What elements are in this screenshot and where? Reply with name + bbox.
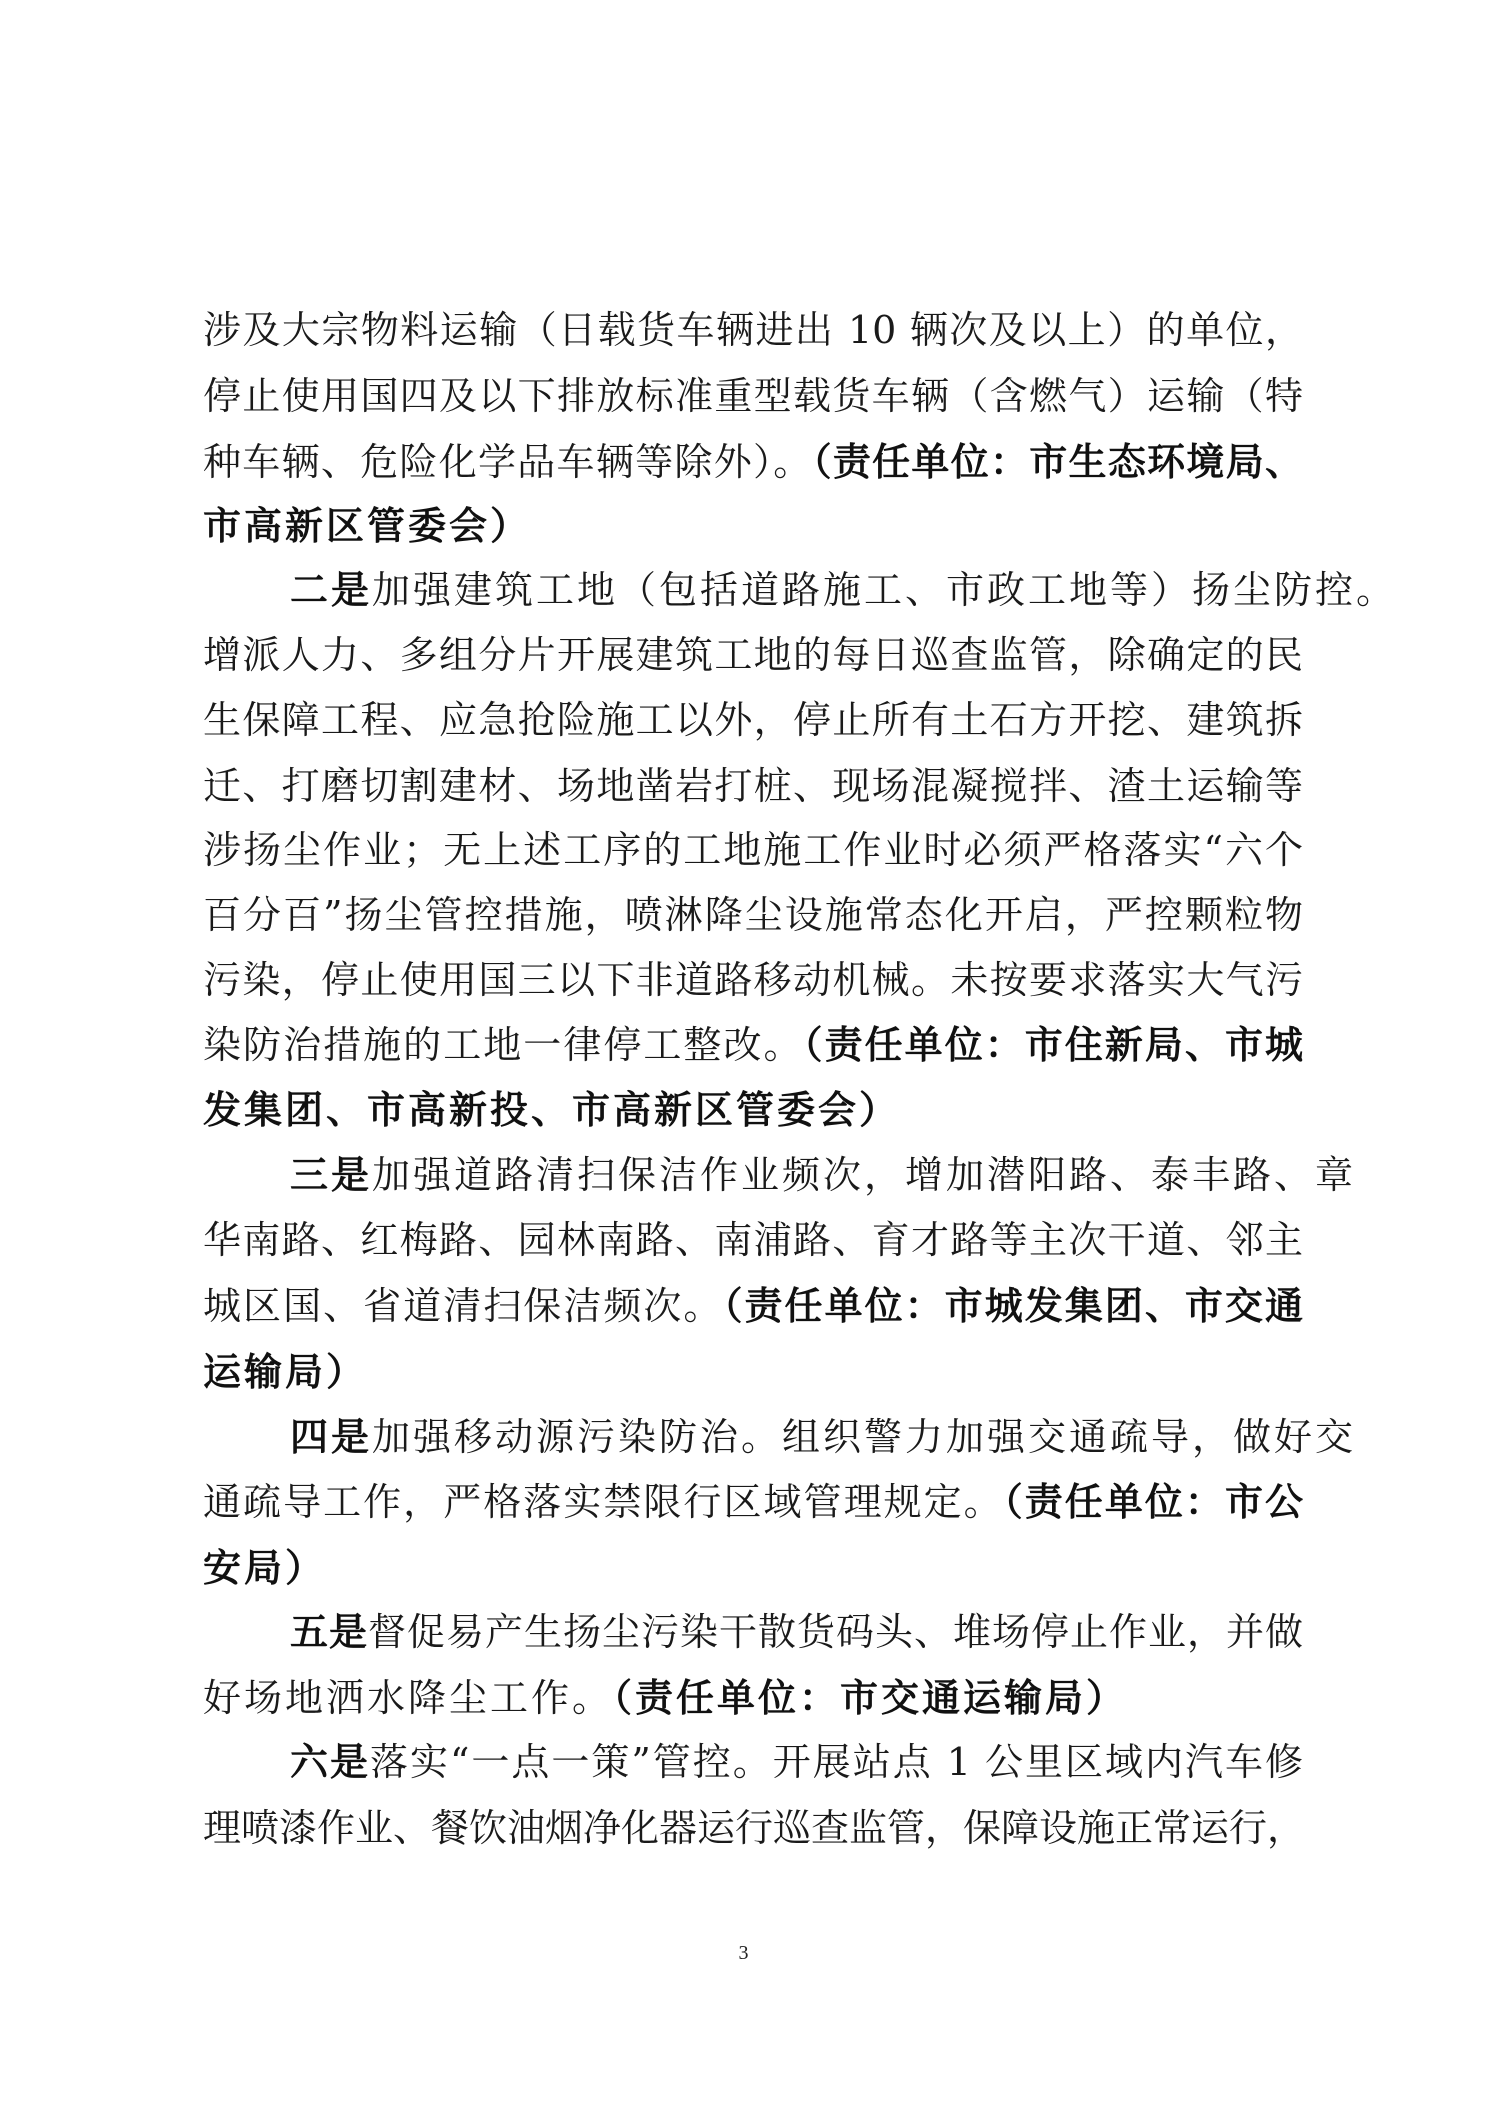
text-segment: 落实“一点一策”管控。开展站点 1 公里区域内汽车修 bbox=[369, 1740, 1303, 1784]
text-line bbox=[203, 1798, 1306, 1858]
bold-text-segment: 五是 bbox=[290, 1610, 368, 1654]
text-segment: 涉及大宗物料运输（日载货车辆进出 10 辆次及以上）的单位， bbox=[203, 308, 1303, 352]
text-line bbox=[203, 1342, 1303, 1402]
bold-text-segment: 发集团、市高新投、市高新区管委会） bbox=[203, 1088, 901, 1132]
text-segment: 加强道路清扫保洁作业频次，增加潜阳路、泰丰路、章 bbox=[372, 1153, 1357, 1197]
bold-text-segment: （责任单位：市公 bbox=[1003, 1480, 1303, 1524]
bold-text-segment: 运输局） bbox=[203, 1350, 368, 1394]
text-line bbox=[290, 1145, 1357, 1205]
text-line bbox=[203, 950, 1303, 1010]
text-segment: 增派人力、多组分片开展建筑工地的每日巡查监管，除确定的民 bbox=[203, 633, 1303, 677]
bold-text-segment: 二是 bbox=[290, 568, 373, 612]
page-number: 3 bbox=[738, 1942, 749, 1964]
text-line bbox=[203, 366, 1303, 426]
bold-text-segment: （责任单位：市生态环境局、 bbox=[812, 440, 1303, 484]
text-segment: 种车辆、危险化学品车辆等除外）。 bbox=[203, 440, 813, 484]
text-line bbox=[203, 1276, 1303, 1336]
text-segment: 理喷漆作业、餐饮油烟净化器运行巡查监管，保障设施正常运行， bbox=[203, 1806, 1306, 1850]
text-line bbox=[203, 1210, 1303, 1270]
bold-text-segment: （责任单位：市城发集团、市交通 bbox=[723, 1284, 1303, 1328]
text-line bbox=[290, 1407, 1357, 1467]
bold-text-segment: 四是 bbox=[290, 1415, 373, 1459]
text-line bbox=[203, 820, 1303, 880]
text-line bbox=[203, 1668, 1303, 1728]
bold-text-segment: 六是 bbox=[290, 1740, 370, 1784]
text-segment: 好场地洒水降尘工作。 bbox=[203, 1676, 614, 1720]
text-segment: 加强建筑工地（包括道路施工、市政工地等）扬尘防控。 bbox=[372, 568, 1398, 612]
text-line bbox=[203, 1015, 1303, 1075]
text-line bbox=[203, 1080, 1303, 1140]
text-line bbox=[203, 496, 1303, 556]
text-line bbox=[203, 690, 1303, 750]
text-segment: 通疏导工作，严格落实禁限行区域管理规定。 bbox=[203, 1480, 1004, 1524]
text-segment: 污染，停止使用国三以下非道路移动机械。未按要求落实大气污 bbox=[203, 958, 1303, 1002]
text-line bbox=[203, 885, 1303, 945]
text-segment: 涉扬尘作业；无上述工序的工地施工作业时必须严格落实“六个 bbox=[203, 828, 1303, 872]
bold-text-segment: 市高新区管委会） bbox=[203, 504, 532, 548]
text-segment: 督促易产生扬尘污染干散货码头、堆场停止作业，并做 bbox=[368, 1610, 1303, 1654]
text-line bbox=[203, 625, 1303, 685]
bold-text-segment: （责任单位：市交通运输局） bbox=[613, 1676, 1128, 1720]
text-line bbox=[203, 432, 1303, 492]
text-line bbox=[203, 1538, 1303, 1598]
text-line bbox=[290, 1602, 1303, 1662]
text-line bbox=[203, 756, 1303, 816]
text-segment: 城区国、省道清扫保洁频次。 bbox=[203, 1284, 724, 1328]
bold-text-segment: 安局） bbox=[203, 1546, 327, 1590]
text-line bbox=[203, 300, 1303, 360]
text-segment: 停止使用国四及以下排放标准重型载货车辆（含燃气）运输（特 bbox=[203, 374, 1303, 418]
text-segment: 百分百”扬尘管控措施，喷淋降尘设施常态化开启，严控颗粒物 bbox=[203, 893, 1303, 937]
text-segment: 染防治措施的工地一律停工整改。 bbox=[203, 1023, 804, 1067]
text-line bbox=[290, 1732, 1303, 1792]
bold-text-segment: （责任单位：市住新局、市城 bbox=[803, 1023, 1303, 1067]
text-segment: 迁、打磨切割建材、场地凿岩打桩、现场混凝搅拌、渣土运输等 bbox=[203, 764, 1303, 808]
bold-text-segment: 三是 bbox=[290, 1153, 373, 1197]
text-line bbox=[203, 1472, 1303, 1532]
text-segment: 生保障工程、应急抢险施工以外，停止所有土石方开挖、建筑拆 bbox=[203, 698, 1303, 742]
text-segment: 加强移动源污染防治。组织警力加强交通疏导，做好交 bbox=[372, 1415, 1357, 1459]
text-line bbox=[290, 560, 1398, 620]
text-segment: 华南路、红梅路、园林南路、南浦路、育才路等主次干道、邻主 bbox=[203, 1218, 1303, 1262]
